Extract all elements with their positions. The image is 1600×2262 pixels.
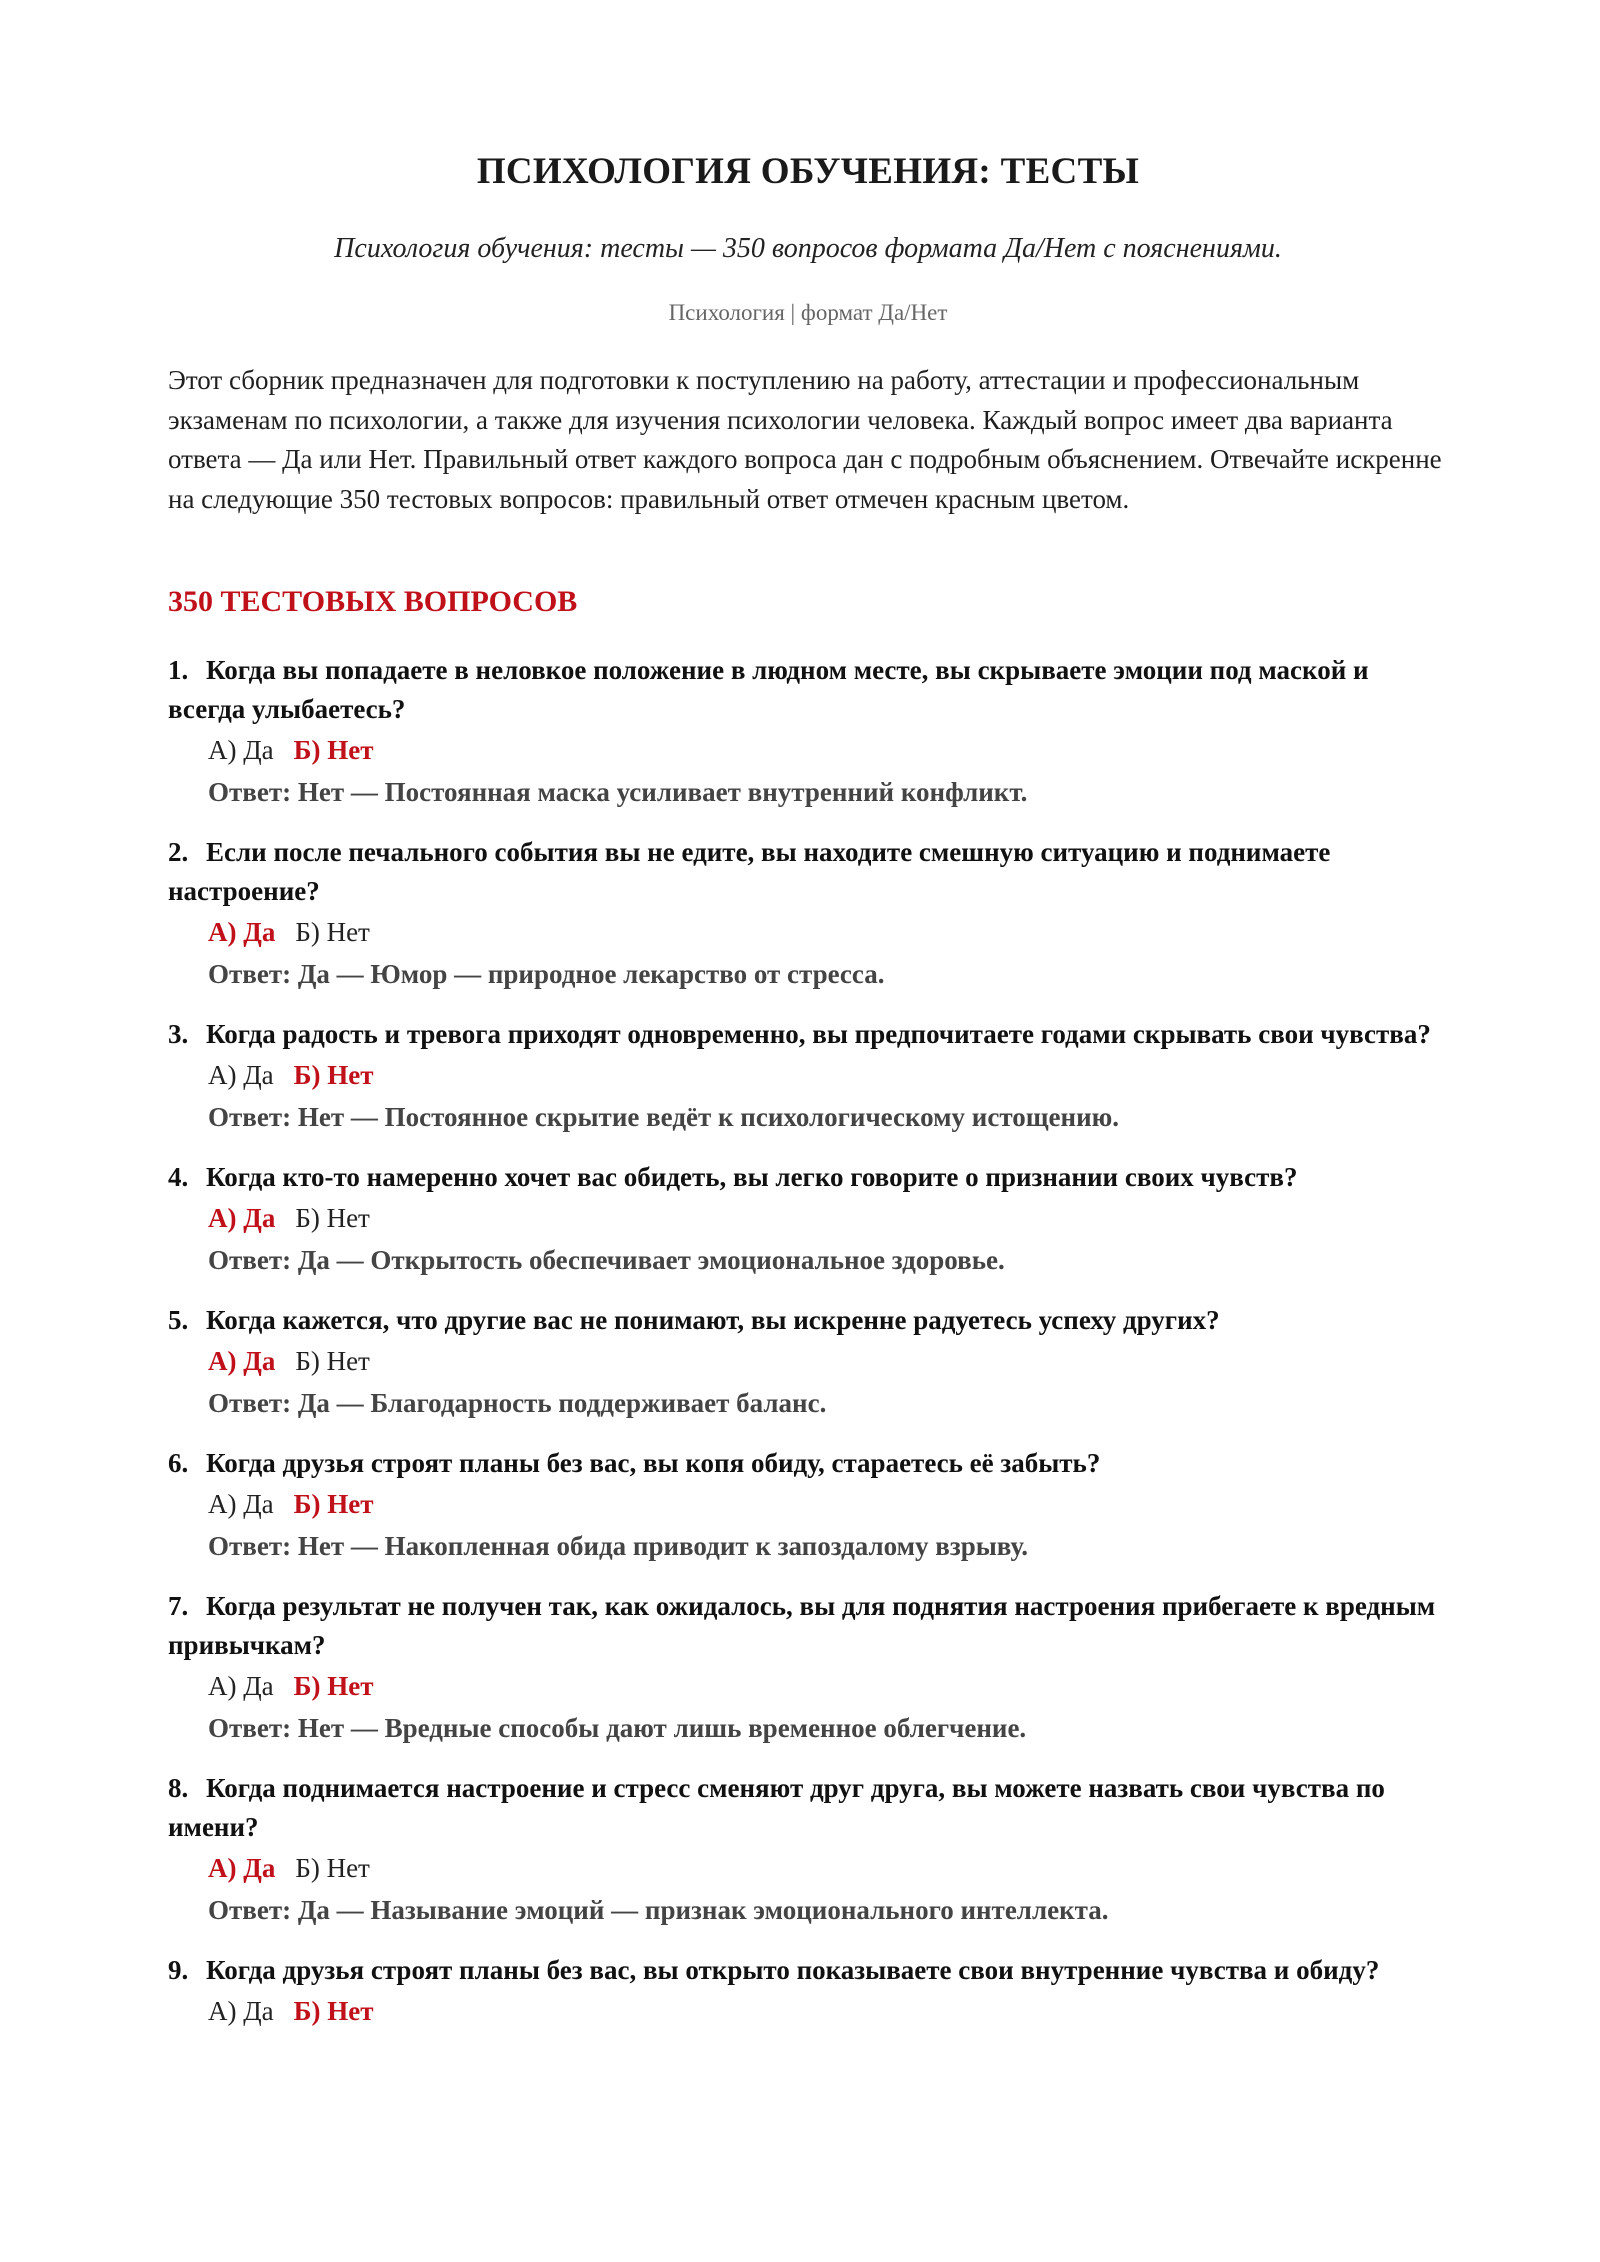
question-number: 5. — [168, 1305, 189, 1335]
answer-explanation: Ответ: Нет — Накопленная обида приводит к запоздалому взрыву. — [208, 1531, 1029, 1561]
answer-options — [208, 1665, 1448, 1707]
question-body: Когда друзья строят планы без вас, вы открыто показываете свои внутренние чувства и обиду? — [206, 1955, 1380, 1985]
question-body: Когда кто-то намеренно хочет вас обидеть, вы легко говорите о признании своих чувств? — [206, 1162, 1298, 1192]
question-item — [168, 1951, 1448, 2032]
question-item — [168, 1158, 1448, 1281]
question-text — [168, 1015, 1448, 1054]
option-b[interactable]: Б) Нет — [295, 1853, 370, 1883]
question-item — [168, 1301, 1448, 1424]
answer-options — [208, 1054, 1448, 1096]
question-number: 3. — [168, 1019, 189, 1049]
option-a[interactable]: А) Да — [208, 1996, 274, 2026]
answer-explanation: Ответ: Нет — Постоянная маска усиливает внутренний конфликт. — [208, 777, 1028, 807]
question-text — [168, 651, 1448, 729]
option-a[interactable]: А) Да — [208, 917, 276, 947]
question-item — [168, 1444, 1448, 1567]
question-item — [168, 833, 1448, 995]
question-list — [168, 651, 1448, 2052]
question-item — [168, 1015, 1448, 1138]
option-b[interactable]: Б) Нет — [293, 1489, 374, 1519]
question-body: Когда поднимается настроение и стресс сменяют друг друга, вы можете назвать свои чувства по имени? — [168, 1773, 1385, 1842]
question-number: 2. — [168, 837, 189, 867]
question-body: Когда результат не получен так, как ожидалось, вы для поднятия настроения прибегаете к вредным привычкам? — [168, 1591, 1436, 1660]
answer-explanation: Ответ: Да — Юмор — природное лекарство от стресса. — [208, 959, 885, 989]
answer-options — [208, 1990, 1448, 2032]
question-number: 1. — [168, 655, 189, 685]
answer-explanation: Ответ: Нет — Постоянное скрытие ведёт к психологическому истощению. — [208, 1102, 1120, 1132]
answer-options — [208, 1197, 1448, 1239]
page-subtitle: Психология обучения: тесты — 350 вопросов формата Да/Нет с пояснениями. — [334, 233, 1282, 264]
question-item — [168, 1769, 1448, 1931]
question-number: 4. — [168, 1162, 189, 1192]
question-body: Если после печального события вы не едите, вы находите смешную ситуацию и поднимаете настроение? — [168, 837, 1331, 906]
question-body: Когда радость и тревога приходят одновременно, вы предпочитаете годами скрывать свои чувства? — [206, 1019, 1431, 1049]
question-number: 7. — [168, 1591, 189, 1621]
question-text — [168, 833, 1448, 911]
option-b[interactable]: Б) Нет — [295, 1346, 370, 1376]
question-number: 9. — [168, 1955, 189, 1985]
answer-explanation: Ответ: Да — Благодарность поддерживает баланс. — [208, 1388, 827, 1418]
option-a[interactable]: А) Да — [208, 735, 274, 765]
option-b[interactable]: Б) Нет — [293, 735, 374, 765]
answer-explanation: Ответ: Нет — Вредные способы дают лишь временное облегчение. — [208, 1713, 1027, 1743]
answer-options — [208, 1847, 1448, 1889]
option-a[interactable]: А) Да — [208, 1853, 276, 1883]
option-a[interactable]: А) Да — [208, 1346, 276, 1376]
question-item — [168, 651, 1448, 813]
question-text — [168, 1587, 1448, 1665]
intro-paragraph: Этот сборник предназначен для подготовки к поступлению на работу, аттестации и профессиональным экзаменам по психологии, а также для изучения психологии человека. Каждый вопрос имеет два варианта ответа — Да или Нет. Правильный ответ каждого вопроса дан с подробным объяснением. Отвечайте искренне на следующие 350 тестовых вопросов: правильный ответ отмечен красным цветом. — [168, 365, 1442, 514]
page-title: ПСИХОЛОГИЯ ОБУЧЕНИЯ: ТЕСТЫ — [476, 151, 1140, 192]
question-number: 6. — [168, 1448, 189, 1478]
question-text — [168, 1444, 1448, 1483]
option-a[interactable]: А) Да — [208, 1671, 274, 1701]
question-item — [168, 1587, 1448, 1749]
option-b[interactable]: Б) Нет — [293, 1060, 374, 1090]
option-b[interactable]: Б) Нет — [295, 1203, 370, 1233]
question-text — [168, 1951, 1448, 1990]
question-text — [168, 1769, 1448, 1847]
answer-explanation: Ответ: Да — Открытость обеспечивает эмоциональное здоровье. — [208, 1245, 1005, 1275]
question-body: Когда друзья строят планы без вас, вы копя обиду, стараетесь её забыть? — [206, 1448, 1101, 1478]
option-a[interactable]: А) Да — [208, 1060, 274, 1090]
answer-options — [208, 1483, 1448, 1525]
option-a[interactable]: А) Да — [208, 1489, 274, 1519]
answer-options — [208, 729, 1448, 771]
answer-options — [208, 911, 1448, 953]
question-text — [168, 1301, 1448, 1340]
category-meta: Психология | формат Да/Нет — [668, 300, 948, 325]
option-b[interactable]: Б) Нет — [293, 1996, 374, 2026]
option-b[interactable]: Б) Нет — [293, 1671, 374, 1701]
question-body: Когда вы попадаете в неловкое положение в людном месте, вы скрываете эмоции под маской и всегда улыбаетесь? — [168, 655, 1369, 724]
answer-options — [208, 1340, 1448, 1382]
question-body: Когда кажется, что другие вас не понимают, вы искренне радуетесь успеху других? — [206, 1305, 1220, 1335]
question-text — [168, 1158, 1448, 1197]
option-b[interactable]: Б) Нет — [295, 917, 370, 947]
question-number: 8. — [168, 1773, 189, 1803]
section-heading: 350 ТЕСТОВЫХ ВОПРОСОВ — [168, 585, 578, 618]
answer-explanation: Ответ: Да — Называние эмоций — признак эмоционального интеллекта. — [208, 1895, 1109, 1925]
option-a[interactable]: А) Да — [208, 1203, 276, 1233]
